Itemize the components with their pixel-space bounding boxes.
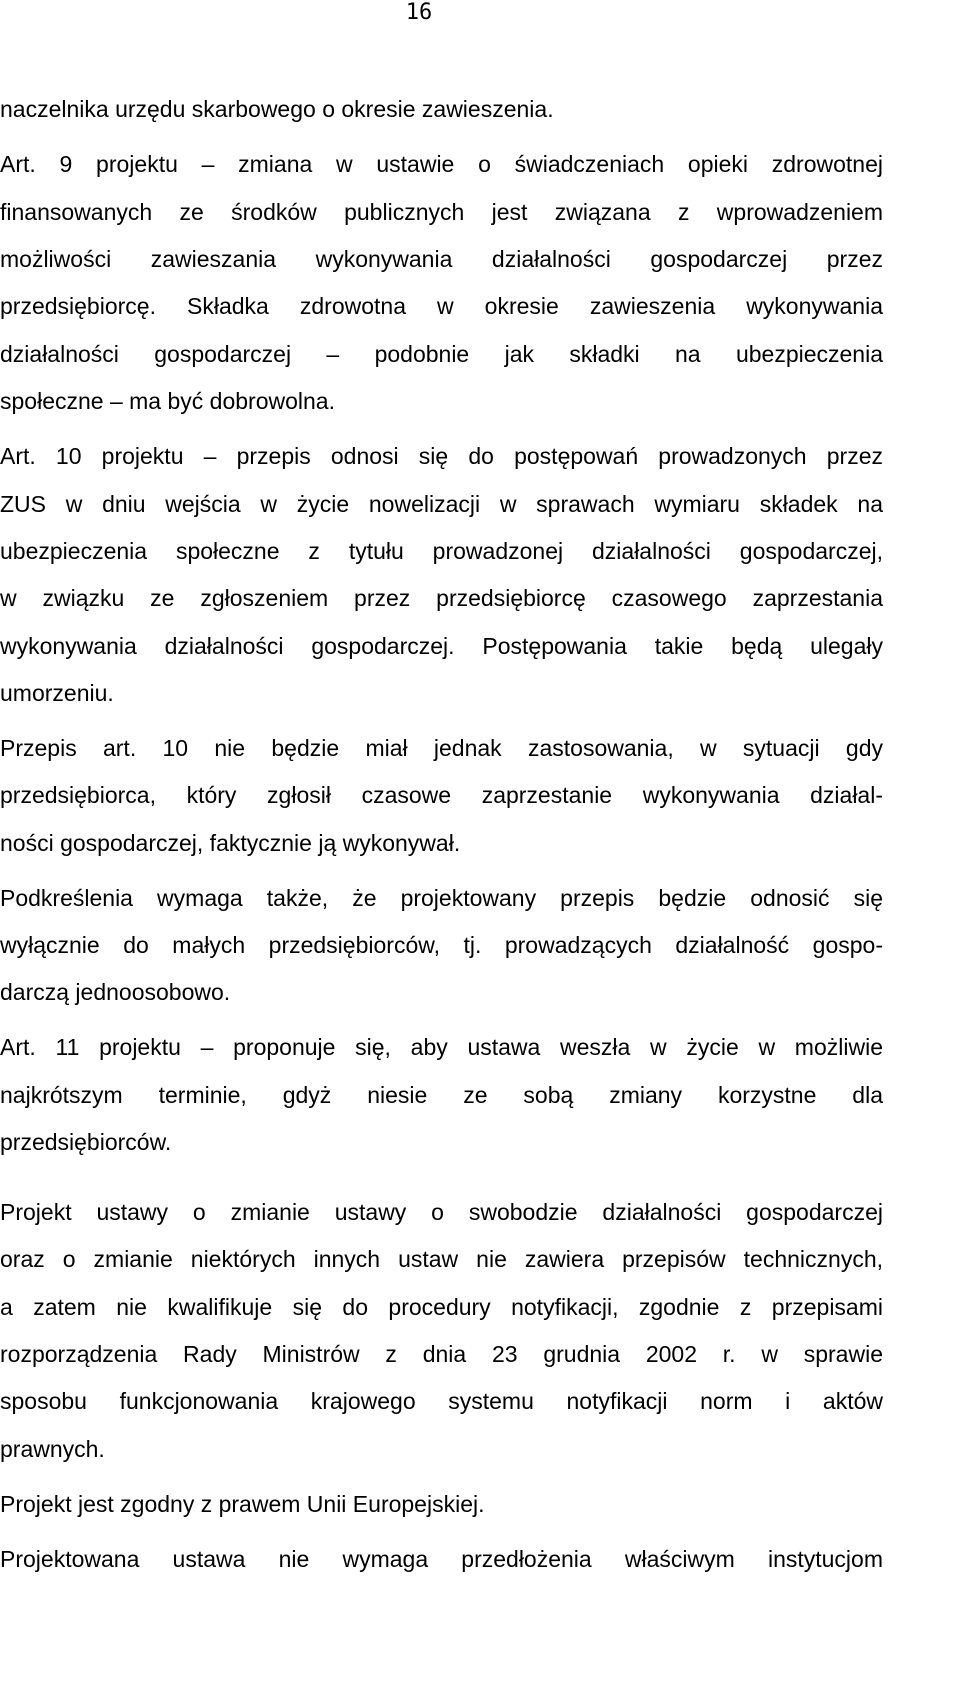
text-line: Art. 10 projektu – przepis odnosi się do postępowań prowadzonych przez xyxy=(0,443,883,469)
text-line: Art. 11 projektu – proponuje się, aby ustawa weszła w życie w możliwie xyxy=(0,1034,883,1060)
text-line: a zatem nie kwalifikuje się do procedury notyfikacji, zgodnie z przepisami xyxy=(0,1294,883,1320)
text-line: wykonywania działalności gospodarczej. Postępowania takie będą ulegały xyxy=(0,633,883,659)
text-line: umorzeniu. xyxy=(0,680,114,706)
text-line: najkrótszym terminie, gdyż niesie ze sobą zmiany korzystne dla xyxy=(0,1082,883,1108)
text-line: rozporządzenia Rady Ministrów z dnia 23 grudnia 2002 r. w sprawie xyxy=(0,1341,883,1367)
text-line: społeczne – ma być dobrowolna. xyxy=(0,388,335,414)
text-line: w związku ze zgłoszeniem przez przedsiębiorcę czasowego zaprzestania xyxy=(0,585,883,611)
text-line: możliwości zawieszania wykonywania działalności gospodarczej przez xyxy=(0,246,883,272)
text-line: sposobu funkcjonowania krajowego systemu notyfikacji norm i aktów xyxy=(0,1388,883,1414)
text-line: przedsiębiorca, który zgłosił czasowe zaprzestanie wykonywania działal- xyxy=(0,782,883,808)
text-line: działalności gospodarczej – podobnie jak składki na ubezpieczenia xyxy=(0,341,883,367)
text-line: oraz o zmianie niektórych innych ustaw nie zawiera przepisów technicznych, xyxy=(0,1246,883,1272)
text-line: Projektowana ustawa nie wymaga przedłożenia właściwym instytucjom xyxy=(0,1546,883,1572)
page-number: 16 xyxy=(405,0,433,25)
text-line: przedsiębiorcę. Składka zdrowotna w okresie zawieszenia wykonywania xyxy=(0,293,883,319)
text-line: wyłącznie do małych przedsiębiorców, tj. prowadzących działalność gospo- xyxy=(0,932,883,958)
text-line: Art. 9 projektu – zmiana w ustawie o świadczeniach opieki zdrowotnej xyxy=(0,151,883,177)
text-line: ZUS w dniu wejścia w życie nowelizacji w sprawach wymiaru składek na xyxy=(0,491,883,517)
text-line: Podkreślenia wymaga także, że projektowany przepis będzie odnosić się xyxy=(0,885,883,911)
text-line: przedsiębiorców. xyxy=(0,1129,172,1155)
text-line: prawnych. xyxy=(0,1436,105,1462)
text-line: Projekt ustawy o zmianie ustawy o swobodzie działalności gospodarczej xyxy=(0,1199,883,1225)
text-line: finansowanych ze środków publicznych jest związana z wprowadzeniem xyxy=(0,199,883,225)
text-line: Projekt jest zgodny z prawem Unii Europejskiej. xyxy=(0,1491,485,1517)
text-line: ubezpieczenia społeczne z tytułu prowadzonej działalności gospodarczej, xyxy=(0,538,883,564)
text-line: darczą jednoosobowo. xyxy=(0,979,231,1005)
text-line: naczelnika urzędu skarbowego o okresie zawieszenia. xyxy=(0,96,554,122)
text-line: ności gospodarczej, faktycznie ją wykonywał. xyxy=(0,830,461,856)
text-line: Przepis art. 10 nie będzie miał jednak zastosowania, w sytuacji gdy xyxy=(0,735,883,761)
